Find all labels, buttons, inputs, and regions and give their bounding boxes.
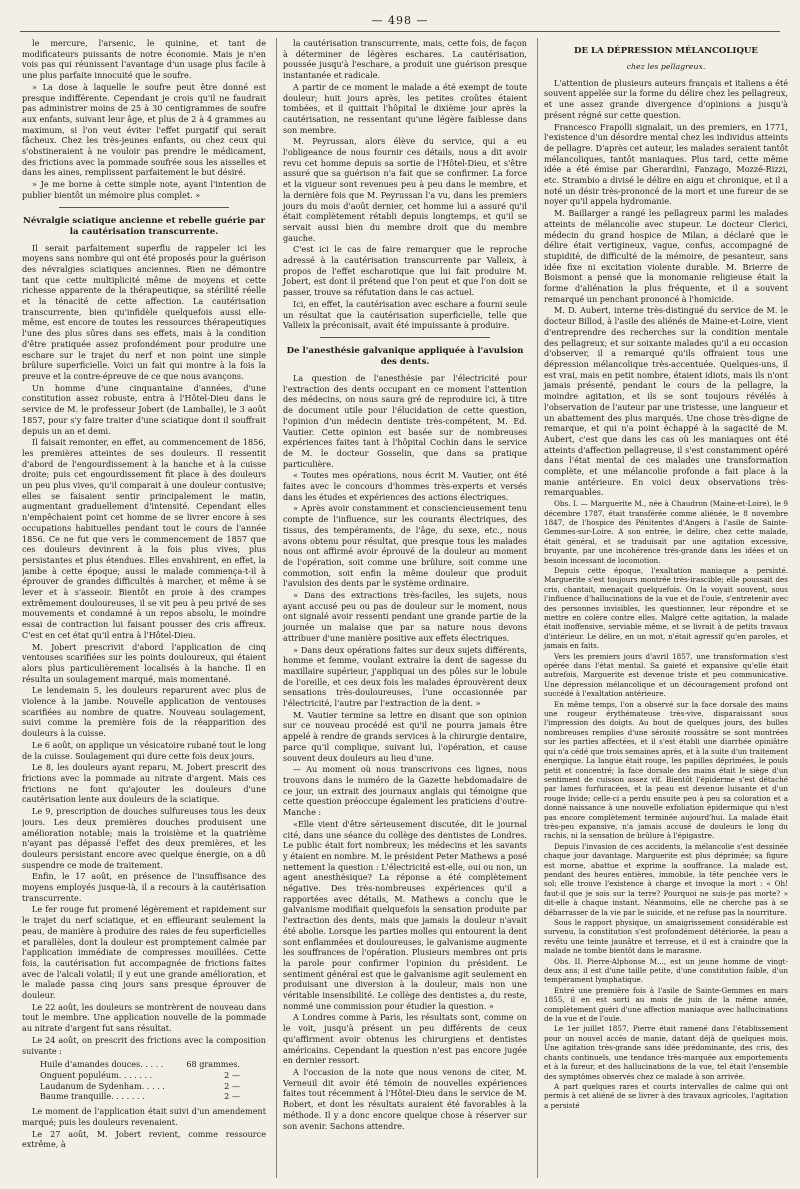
column-1	[22, 38, 266, 1178]
paragraph: Le 1er juillet 1857, Pierre était ramené dans l'établissement pour un nouvel accès de manie, datant déjà de quelques mois. Une agitation très-grande sans idée prédominante, des cris, des chants continuels, une tendance très-marquée aux emportements et à la fureur, et des hallucinations de la vue, tel était l'ensemble des symptômes observés chez ce malade à son arrivée.	[544, 1024, 788, 1081]
paragraph: Le 6 août, on applique un vésicatoire rubané tout le long de la cuisse. Soulagement qui dure cette fois deux jours.	[22, 739, 266, 761]
paragraph: Obs. II. Pierre-Alphonse M..., est un jeune homme de vingt-deux ans; il est d'une taille petite, d'une constitution faible, d'un tempérament lymphatique.	[544, 956, 788, 985]
paragraph: M. Baillarger a rangé les pellagreux parmi les malades atteints de mélancolie avec stupeur. Le docteur Clerici, médecin du grand hospice de Milan, a déclaré que le délire était vertigineux, vague, confus, accompagné de stupidité, de difficulté de la mémoire, de pesanteur, sans idée fixe ni excitation violente durable. M. Brierre de Boismont a pensé que la monomanie religieuse était la forme d'aliénation la plus fréquente, et il a souvent remarqué un penchant prononcé à l'homicide.	[544, 208, 788, 304]
paragraph: Francesco Frapolli signalait, un des premiers, en 1771, l'existence d'un désordre mental chez les individus atteints de pellagre. D'après cet auteur, les malades seraient tantôt mélancoliques, tantôt maniaques. Plus tard, cette même idée a été émise par Gherardini, Fanzago, Mozzé-Rizzi, etc. Strambio a divisé le délire en aigu et chronique, et il a noté un désir très-prononcé de la mort et une fureur de se noyer qu'il appela hydromanie.	[544, 121, 788, 207]
paragraph: Le 27 août, M. Jobert revient, comme ressource extrême, à	[22, 1128, 266, 1150]
prescription-line	[40, 1081, 240, 1092]
paragraph: Le 9, prescription de douches sulfureuses tous les deux jours. Les deux premières douches produisent une amélioration notable; mais la troisième et la quatrième n'ayant pas dépassé l'effet des deux premières, et les douleurs persistant encore avec quelque énergie, on a dû suspendre ce mode de traitement.	[22, 806, 266, 870]
paragraph: M. Peyrussan, alors élève du service, qui a eu l'obligeance de nous fournir ces détails, nous a dit avoir revu cet homme depuis sa sortie de l'Hôtel-Dieu, et s'être assuré que sa guérison n'a fait que se confirmer. La force et la vigueur sont revenues peu à peu dans le membre, et la dernière fois que M. Peyrussan l'a vu, dans les premiers jours du mois d'août dernier, cet homme lui a assuré qu'il était complètement rétabli depuis longtemps, et qu'il se servait aussi bien du membre droit que du membre gauche.	[283, 136, 527, 243]
paragraph: Un homme d'une cinquantaine d'années, d'une constitution assez robuste, entra à l'Hôtel-Dieu dans le service de M. le professeur Jobert (de Lamballe), le 3 août 1857, pour s'y faire traiter d'une sciatique dont il souffrait depuis un an et demi.	[22, 382, 266, 436]
column-2	[276, 38, 527, 1178]
quantity: 2 —	[224, 1080, 240, 1091]
ingredient: Baume tranquille. . . . . . .	[40, 1091, 145, 1102]
paragraph: Le 8, les douleurs ayant reparu, M. Jobert prescrit des frictions avec la pommade au nitrate d'argent. Mais ces frictions ne font qu'ajouter les douleurs d'une cautérisation lente aux douleurs de la sciatique.	[22, 762, 266, 805]
paragraph: la cautérisation transcurrente, mais, cette fois, de façon à déterminer de légères eschares. La cautérisation, poussée jusqu'à l'eschare, a produit une guérison presque instantanée et radicale.	[283, 38, 527, 81]
paragraph: Le moment de l'application était suivi d'un amendement marqué; puis les douleurs revenaient.	[22, 1106, 266, 1127]
paragraph: Le lendemain 5, les douleurs reparurent avec plus de violence à la jambe. Nouvelle application de ventouses scarifiées au nombre de quatre. Nouveau soulagement, suivi comme la première fois de la réapparition des douleurs à la cuisse.	[22, 685, 266, 739]
paragraph: » Je me borne à cette simple note, ayant l'intention de publier bientôt un mémoire plus complet. »	[22, 179, 266, 200]
quantity: 68 grammes.	[186, 1059, 240, 1070]
paragraph: Vers les premiers jours d'avril 1857, une transformation s'est opérée dans l'état mental. Sa gaieté et expansive qu'elle était autrefois, Marguerite est devenue triste et peu communicative. Une dépression mélancolique et un découragement profond ont succédé à l'exaltation antérieure.	[544, 651, 788, 699]
paragraph: A l'occasion de la note que nous venons de citer, M. Verneuil dit avoir été témoin de nouvelles expériences faites tout récemment à l'Hôtel-Dieu dans le service de M. Robert, et dont les résultats auraient été favorables à la méthode. Il y a donc encore quelque chose à réserver sur son avenir. Sachons attendre.	[283, 1066, 527, 1131]
ingredient: Onguent populéum. . . . . . .	[40, 1069, 153, 1080]
section-title: De l'anesthésie galvanique appliquée à l'avulsion des dents.	[286, 345, 524, 367]
paragraph: M. Vautier termine sa lettre en disant que son opinion sur ce nouveau procédé est qu'il ne pourra jamais être appelé à rendre de grands services à la chirurgie dentaire, parce qu'il complique, suivant lui, l'opération, et cause souvent deux douleurs au lieu d'une.	[283, 709, 527, 763]
paragraph: M. Jobert prescrivit d'abord l'application de cinq ventouses scarifiées sur les points douloureux, qui étaient alors plus particulièrement localisés à la hanche. Il en résulta un soulagement marqué, mais momentané.	[22, 641, 266, 684]
paragraph: «Elle vient d'être sérieusement discutée, dit le journal cité, dans une séance du collège des dentistes de Londres. Le public était fort nombreux; les médecins et les savants y étaient en nombre. M. le président Peter Mathews a posé nettement la question : L'électricité est-elle, oui ou non, un agent anesthésique? La réponse a été complètement négative. Des très-nombreuses expériences qu'il a rapportées avec détails, M. Mathews a conclu que le galvanisme modifiait quelquefois la sensation produite par l'extraction des dents, mais que jamais la douleur n'avait été abolie. Lorsque les parties molles qui entourent la dent sont enflammées et douloureuses, le galvanisme augmente les souffrances de l'opération. Plusieurs membres ont pris la parole pour confirmer l'opinion du président. Le sentiment général est que le galvanisme agit seulement en produisant une diversion à la douleur, mais non une véritable insensibilité. Le collège des dentistes a, du reste, nommé une commission pour étudier la question. »	[283, 818, 527, 1011]
paragraph: Le 22 août, les douleurs se montrèrent de nouveau dans tout le membre. Une application nouvelle de la pommade au nitrate d'argent fut sans résultat.	[22, 1001, 266, 1034]
paragraph: Enfin, le 17 août, en présence de l'insuffisance des moyens employés jusque-là, il a recours à la cautérisation transcurrente.	[22, 871, 266, 903]
prescription-line	[40, 1091, 240, 1102]
paragraph: Obs. I. — Marguerite M., née à Chaudron (Maine-et-Loire), le 9 décembre 1787, était transférée comme aliénée, le 8 novembre 1847, de l'hospice des Pénitentes d'Angers à l'asile de Sainte-Gemmes-sur-Loire. A son entrée, le délire, chez cette malade, était général, et se traduisait par une agitation excessive, bruyante, par une incohérence très-grande dans les idées et un besoin incessant de locomotion.	[544, 499, 788, 565]
section-subtitle: chez les pellagreux.	[626, 62, 706, 71]
quantity: 2 —	[224, 1069, 240, 1080]
section-divider	[59, 207, 230, 208]
paragraph: A partir de ce moment le malade a été exempt de toute douleur; huit jours après, les petites croûtes étaient tombées, et il quittait l'hôpital le dixième jour après la cautérisation, ne ressentant qu'une légère faiblesse dans son membre.	[283, 81, 527, 135]
prescription-list	[40, 1059, 266, 1102]
section-title: DE LA DÉPRESSION MÉLANCOLIQUE	[574, 46, 758, 56]
paragraph: Depuis l'invasion de ces accidents, la mélancolie s'est dessinée chaque jour davantage. Marguerite est plus déprimée; sa figure est morne, abattue et exprime la souffrance. La malade est, pendant des heures entières, immobile, la tête penchée vers le sol; elle trouve l'existence à charge et invoque la mort : « Oh! faut-il que je sois sur la terre? Pourquoi ne suis-je pas morte? » dit-elle à chaque instant. Néanmoins, elle ne cherche pas à se débarrasser de la vie par le suicide, et ne refuse pas la nourriture.	[544, 841, 788, 917]
paragraph: » La dose à laquelle le soufre peut être donné est presque indifférente. Cependant je crois qu'il ne faudrait pas administrer moins de 25 à 30 centigrammes de soufre aux enfants, suivant leur âge, et plus de 2 à 4 grammes au maximum, si l'on veut éviter l'effet purgatif qui serait fâcheux. Chez les très-jeunes enfants, ou chez ceux qui s'obstineraient à ne vouloir pas prendre le médicament, des frictions avec la pommade soufrée sous les aisselles et dans les aines, remplissent parfaitement le but désiré.	[22, 81, 266, 178]
paragraph: Le 24 août, on prescrit des frictions avec la composition suivante :	[22, 1034, 266, 1056]
paragraph: Ici, en effet, la cautérisation avec eschare a fourni seule un résultat que la cautérisation superficielle, telle que Valleix la préconisait, avait été impuissante à produire.	[283, 298, 527, 331]
paragraph: » Dans deux opérations faites sur deux sujets différents, homme et femme, voulant extraire la dent de sagesse du maxillaire supérieur, j'appliquai un des pôles sur le lobule de l'oreille, et ces deux fois les malades éprouvèrent deux sensations très-douloureuses, l'une occasionnée par l'électricité, l'autre par l'extraction de la dent. »	[283, 644, 527, 709]
paragraph: A part quelques rares et courts intervalles de calme qui ont permis à cet aliéné de se livrer à des travaux agricoles, l'agitation a persisté	[544, 1081, 788, 1110]
quantity: 2 —	[224, 1091, 240, 1102]
section-title: Névralgie sciatique ancienne et rebelle guérie par la cautérisation transcurrente.	[23, 215, 265, 237]
paragraph: Le fer rouge fut promené légèrement et rapidement sur le trajet du nerf sciatique, et en effleurant seulement la peau, de manière à produire des raies de feu superficielles et parallèles, dont la douleur est promptement calmée par l'application immédiate de compresses mouillées. Cette fois, la cautérisation fut accompagnée de frictions faites avec de l'alcali volatil; il y eut une grande amélioration, et le malade passa cinq jours sans presque éprouver de douleur.	[22, 904, 266, 1001]
prescription-line	[40, 1070, 240, 1081]
paragraph: » Après avoir constamment et consciencieusement tenu compte de l'influence, sur les courants électriques, des tissus, des tempéraments, de l'âge, du sexe, etc., nous avons obtenu pour résultat, que presque tous les malades nous ont affirmé avoir éprouvé de la douleur au moment de l'opération, soit comme une brûlure, soit comme une commotion, soit enfin la même douleur que produit l'avulsion des dents par le système ordinaire.	[283, 503, 527, 589]
paragraph: Entré une première fois à l'asile de Sainte-Gemmes en mars 1855, il en est sorti au mois de juin de la même année, complètement guéri d'une affection maniaque avec hallucinations de la vue et de l'ouïe.	[544, 985, 788, 1024]
columns	[22, 38, 788, 1178]
paragraph: » Dans des extractions très-faciles, les sujets, nous ayant accusé peu ou pas de douleur sur le moment, nous ont signalé avoir ressenti pendant une grande partie de la journée un malaise que par sa nature nous devons attribuer d'une manière positive aux effets électriques.	[283, 590, 527, 643]
paragraph: Sous le rapport physique, un amaigrissement considérable est survenu, la constitution s'est profondément détériorée, la peau a revêtu une teinte jaunâtre et terreuse, et il est à craindre que la malade ne tombe bientôt dans le marasme.	[544, 918, 788, 956]
section-divider	[320, 337, 491, 338]
ingredient: Laudanum de Sydenham. . . . .	[40, 1080, 165, 1091]
paragraph: La question de l'anesthésie par l'électricité pour l'extraction des dents occupant en ce moment l'attention des médecins, on nous saura gré de reproduire ici, à titre de document utile pour l'élucidation de cette question, l'opinion d'un médecin dentiste très-compétent, M. Ed. Vautier. Cette opinion est basée sur de nombreuses expériences faites tant à l'hôpital Cochin dans le service de M. le docteur Gosselin, que dans sa pratique particulière.	[283, 372, 527, 469]
paragraph: — Au moment où nous transcrivons ces lignes, nous trouvons dans le numéro de la Gazette hebdomadaire de ce jour, un extrait des journaux anglais qui témoigne que cette question préoccupe également les praticiens d'outre-Manche :	[283, 764, 527, 818]
paragraph: le mercure, l'arsenic, le quinine, et tant de modificateurs puissants de notre économie. Mais je n'en vois pas qui réunissent l'avantage d'un usage plus facile à une plus parfaite innocuité que le soufre.	[22, 38, 266, 81]
header-rule	[20, 31, 780, 32]
paragraph: Il faisait remonter, en effet, au commencement de 1856, les premières atteintes de ses douleurs. Il ressentit d'abord de l'engourdissement à la hanche et à la cuisse droite; puis cet engourdissement fit place à des douleurs un peu plus vives, qu'il comparait à une douleur contusive; elles se faisaient sentir principalement le matin, augmentant graduellement d'intensité. Cependant elles n'empêchaient point cet homme de se livrer encore à ses occupations habituelles pendant tout le cours de l'année 1856. Ce ne fut que vers le commencement de 1857 que ces douleurs devinrent à la fois plus vives, plus persistantes et plus étendues. Elles envahirent, en effet, la jambe à cette époque; aussi le malade commença-t-il à éprouver de grandes difficultés à marcher, et même à se lever et à s'asseoir. Bientôt en proie à des crampes extrêmement douloureuses, il se vit peu à peu privé de ses mouvements et condamné à un repos absolu, le moindre essai de contraction lui faisant pousser des cris affreux. C'est en cet état qu'il entra à l'Hôtel-Dieu.	[22, 437, 266, 640]
paragraph: M. D. Aubert, interne très-distingué du service de M. le docteur Billod, à l'asile des aliénés de Maine-et-Loire, vient d'entreprendre des recherches sur la condition mentale des pellagreux; et sur soixante malades qu'il a eu occasion d'observer, il a remarqué qu'ils offraient tous une dépression mélancolique très-accentuée. Quelques-uns, il est vrai, mais en petit nombre, étaient idiots, mais ils n'ont jamais présenté, pendant le cours de la pellagre, la moindre agitation, et ils se sont toujours révélés à l'observation de l'auteur par une tristesse, une langueur et un abattement des plus marqués. Une chose très-digne de remarque, et qui n'a point échappé à la sagacité de M. Aubert, c'est que dans les cas où les maniaques ont été atteints d'affection pellagreuse, il s'est constamment opéré dans l'état mental de ces malades une transformation complète, et une mélancolie profonde a fait place à la manie antérieure. En voici deux observations très-remarquables.	[544, 305, 788, 498]
ingredient: Huile d'amandes douces. . . . .	[40, 1059, 164, 1070]
paragraph: Depuis cette époque, l'exaltation maniaque a persisté. Marguerite s'est toujours montrée très-irascible; elle poussait des cris, chantait, menaçait quelquefois. On la voyait souvent, sous l'influence d'hallucinations de la vue et de l'ouïe, s'entretenir avec des personnes invisibles, les questionner, leur répondre et se mettre en colère contre elles. Malgré cette agitation, la malade était inoffensive, serviable même, et se livrait à de petits travaux d'intérieur. Le délire, en un mot, n'était agressif qu'en paroles, et jamais en faits.	[544, 565, 788, 651]
prescription-line	[40, 1059, 240, 1070]
column-3	[537, 38, 788, 1178]
paragraph: Il serait parfaitement superflu de rappeler ici les moyens sans nombre qui ont été proposés pour la guérison des névralgies sciatiques anciennes. Rien ne démontre tant que cette multiplicité même de moyens et cette richesse apparente de la thérapeutique, sa stérilité réelle et la ténacité de cette affection. La cautérisation transcurrente, bien qu'infidèle quelquefois aussi elle-même, est encore de toutes les ressources thérapeutiques l'une des plus sûres dans ses effets, mais à la condition d'être pratiquée assez profondément pour produire une eschare sur le trajet du nerf et non point une simple brûlure superficielle. Voici un fait qui montre à la fois la preuve et la contre-épreuve de ce que nous avançons.	[22, 242, 266, 381]
paragraph: A Londres comme à Paris, les résultats sont, comme on le voit, jusqu'à présent un peu différents de ceux qu'affirment avoir obtenus les chirurgiens et dentistes américains. Cependant la question n'est pas encore jugée en dernier ressort.	[283, 1012, 527, 1066]
paragraph: « Toutes mes opérations, nous écrit M. Vautier, ont été faites avec le concours d'hommes très-experts et versés dans les études et expériences des actions électriques.	[283, 470, 527, 502]
page-number: — 498 —	[371, 14, 429, 27]
paragraph: En même temps, l'on a observé sur la face dorsale des mains une rougeur érythémateuse très-vive, disparaissant sous l'impression des doigts. Au bout de quelques jours, des bulles nombreuses remplies d'une sérosité roussâtre se sont montrées sur les parties affectées, et il s'est établi une diarrhée opiniâtre qui n'a cédé que trois semaines après, et à la suite d'un traitement énergique. La langue était rouge, les papilles déprimées, le pouls petit et concentré; la face dorsale des mains était le siège d'un sentiment de cuisson assez vif. Bientôt l'épiderme s'est détaché par lames furfuracées, et la peau est devenue luisante et d'un rouge livide; celle-ci a perdu ensuite peu à peu sa coloration et a donné naissance à une nouvelle exfoliation épidermique qui n'est pas encore complètement terminée aujourd'hui. La malade était très-peu expansive, n'a jamais accusé de douleurs le long du rachis, ni la sensation de brûlure à l'épigastre.	[544, 699, 788, 841]
paragraph: C'est ici le cas de faire remarquer que le reproche adressé à la cautérisation transcurrente par Valleix, à propos de l'effet escharotique que lui fait produire M. Jobert, est dont il prétend que l'on peut et que l'on doit se passer, trouve sa réfutation dans le cas actuel.	[283, 244, 527, 298]
observations	[544, 499, 788, 1110]
paragraph: L'attention de plusieurs auteurs français et italiens a été souvent appelée sur la forme du délire chez les pellagreux, et une assez grande divergence d'opinions a jusqu'à présent régné sur cette question.	[544, 77, 788, 120]
